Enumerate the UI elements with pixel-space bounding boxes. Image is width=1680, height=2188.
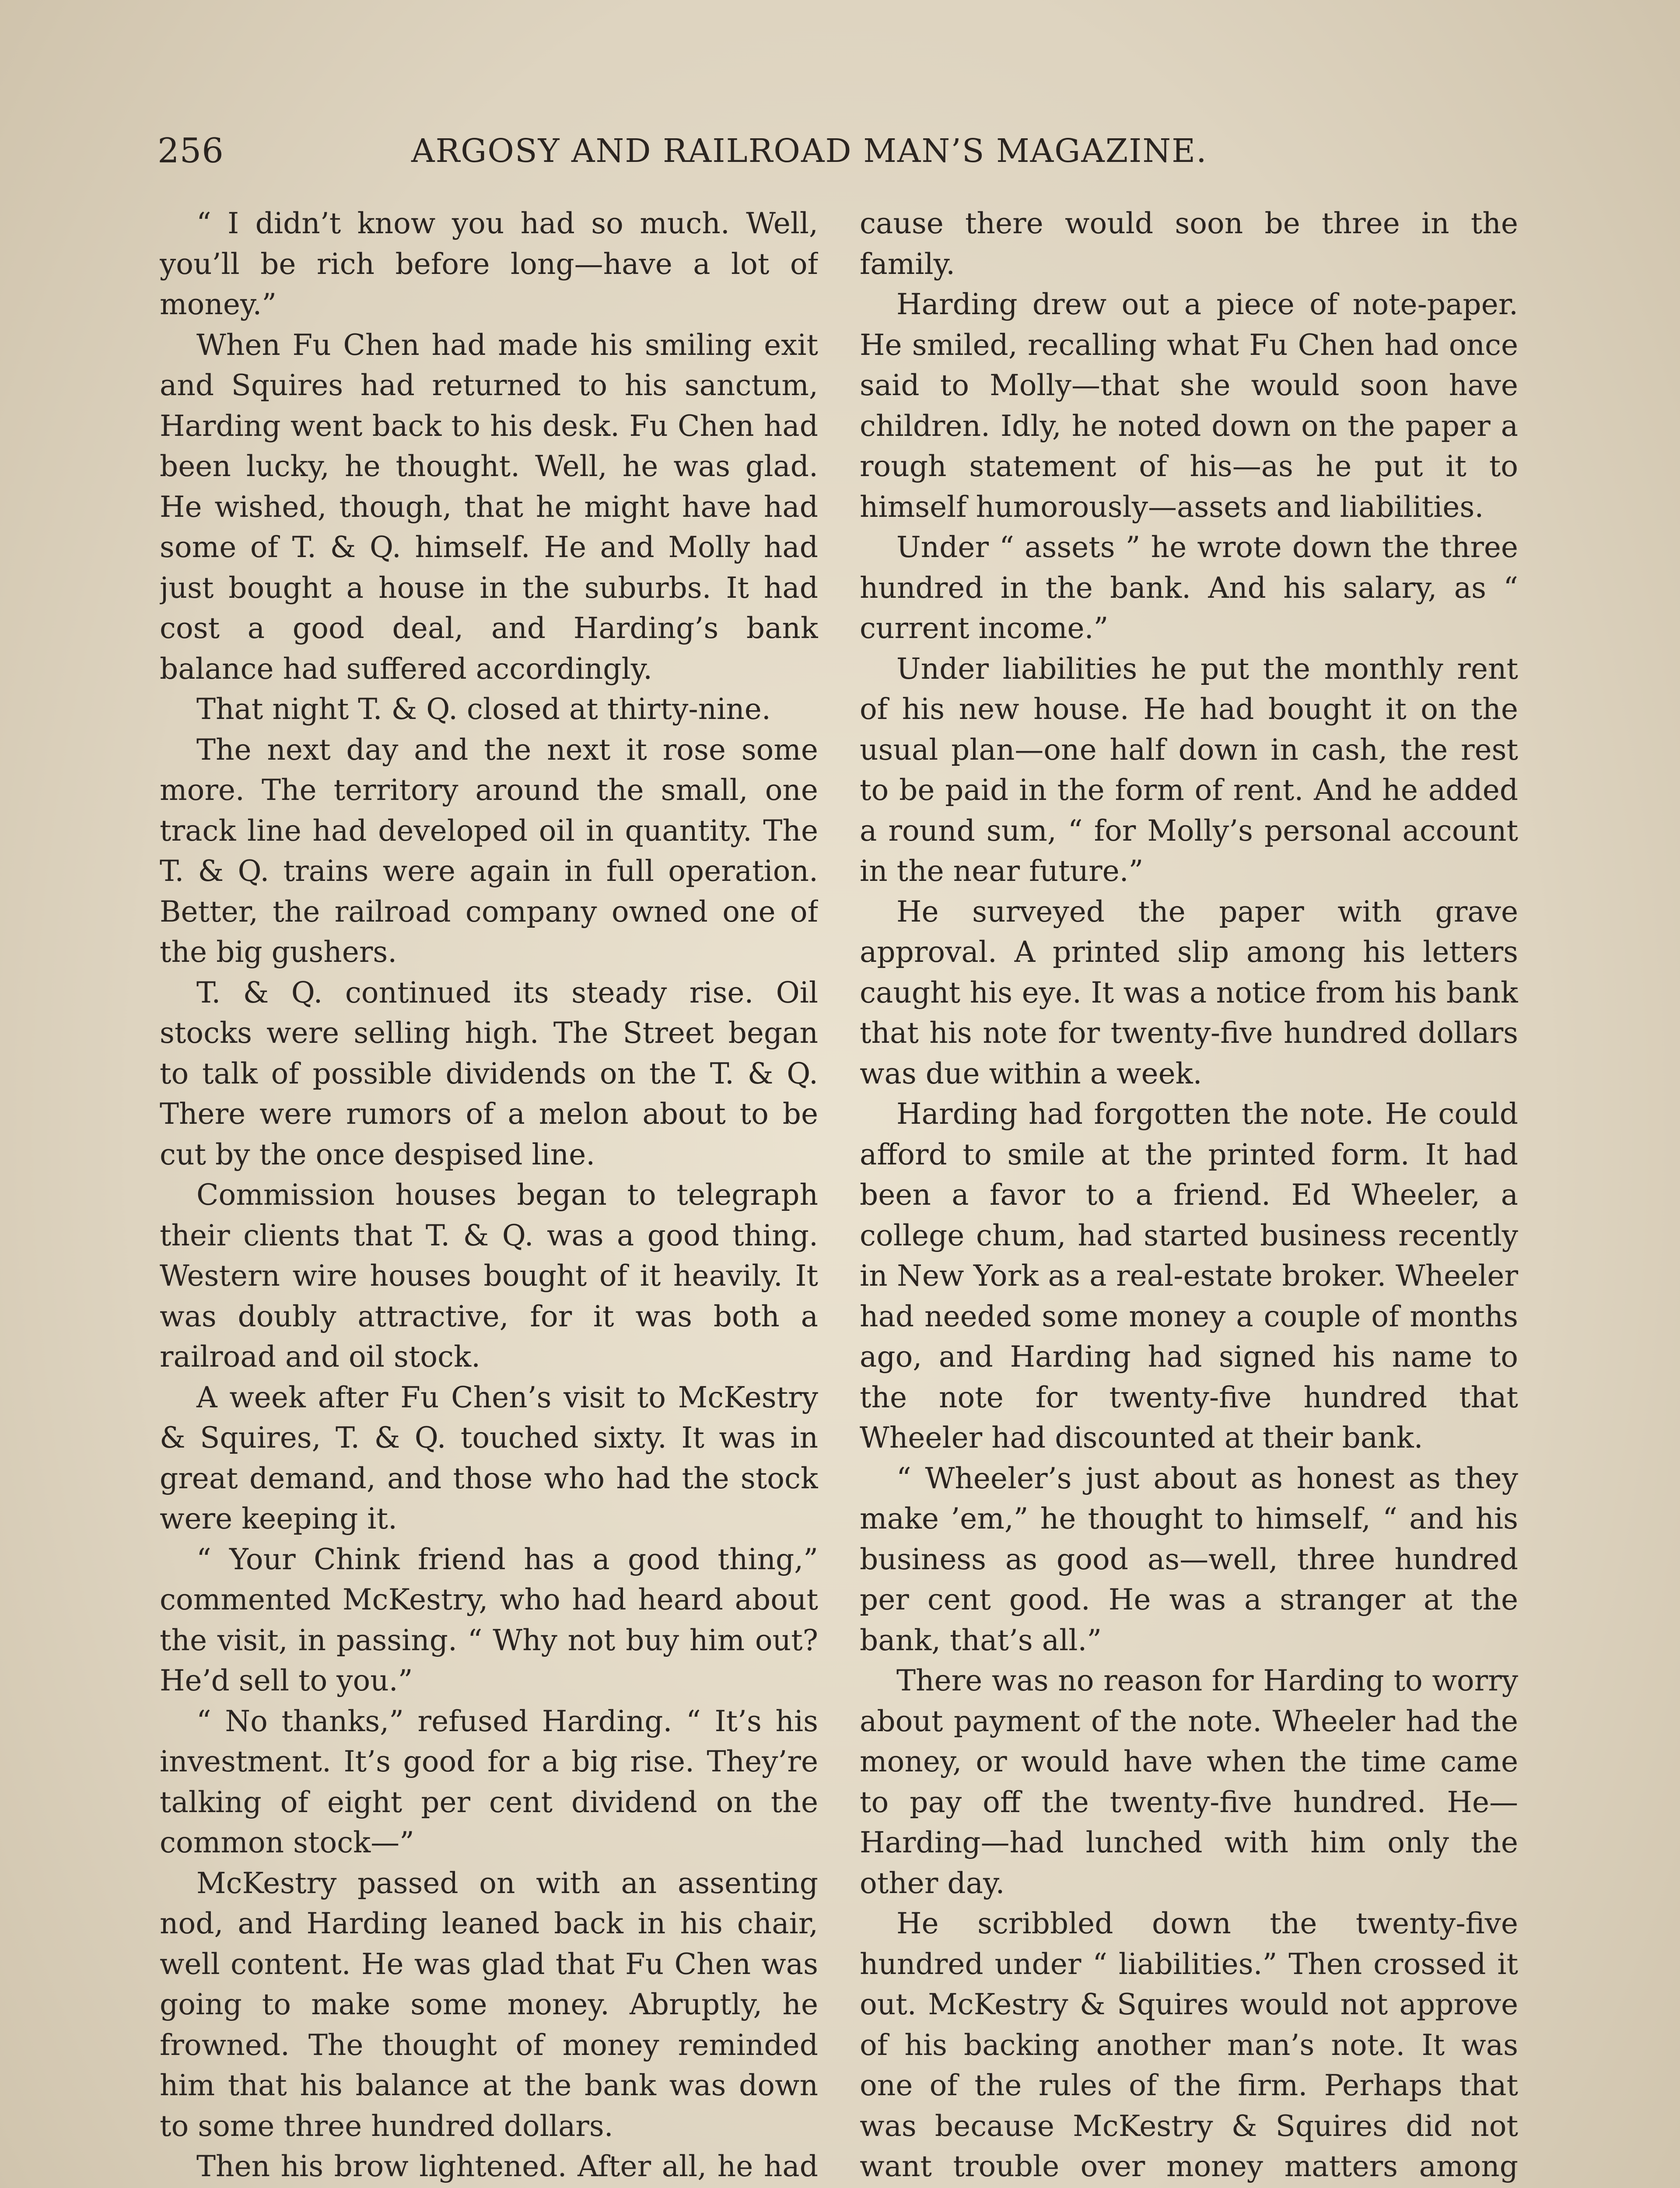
paragraph: Harding had forgotten the note. He could afford to smile at the printed form. It had been a favor to a friend. Ed Wheeler, a college chum, had started business recently in New York as a real-estate broker. Wheeler had needed some money a couple of months ago, and Harding had signed his name to the note for twenty-five hundred that Wheeler had discounted at their bank. xyxy=(860,1097,1518,1455)
paragraph: “ No thanks,” refused Harding. “ It’s his investment. It’s good for a big rise. They’re talking of eight per cent dividend on the common stock—” xyxy=(160,1704,818,1859)
paragraph: cause there would soon be three in the family. xyxy=(860,207,1518,281)
paragraph: Under liabilities he put the monthly rent of his new house. He had bought it on the usual plan—one half down in cash, the rest to be paid in the form of rent. And he added a round sum, “ for Molly’s personal account in the near future.” xyxy=(860,652,1518,888)
paragraph: “ Your Chink friend has a good thing,” commented McKestry, who had heard about the visit, in passing. “ Why not buy him out? He’d sell to you.” xyxy=(160,1542,818,1697)
paragraph: He surveyed the paper with grave approval. A printed slip among his letters caught his eye. It was a notice from his bank that his note for twenty-five hundred dollars was due within a week. xyxy=(860,894,1518,1090)
paragraph: “ I didn’t know you had so much. Well, you’ll be rich before long—have a lot of money.” xyxy=(160,207,818,321)
running-title: ARGOSY AND RAILROAD MAN’S MAGAZINE. xyxy=(411,132,1208,170)
paragraph: Under “ assets ” he wrote down the three hundred in the bank. And his salary, as “ current income.” xyxy=(860,530,1518,645)
paragraph: A week after Fu Chen’s visit to McKestry & Squires, T. & Q. touched sixty. It was in great demand, and those who had the stock were keeping it. xyxy=(160,1380,818,1536)
right-text-column xyxy=(860,203,1518,2188)
paragraph: He scribbled down the twenty-five hundred under “ liabilities.” Then crossed it out. McKestry & Squires would not approve of his backing another man’s note. It was one of the rules of the firm. Perhaps that was because McKestry & Squires did not want trouble over money matters among xyxy=(860,1907,1518,2183)
paragraph: McKestry passed on with an assenting nod, and Harding leaned back in his chair, well content. He was glad that Fu Chen was going to make some money. Abruptly, he frowned. The thought of money reminded him that his balance at the bank was down to some three hundred dollars. xyxy=(160,1866,818,2143)
paragraph: There was no reason for Harding to worry about payment of the note. Wheeler had the money, or would have when the time came to pay off the twenty-five hundred. He—Harding—had lunched with him only the other day. xyxy=(860,1664,1518,1900)
page-header xyxy=(158,127,1527,179)
paragraph: That night T. & Q. closed at thirty-nine. xyxy=(196,692,771,726)
left-text-column xyxy=(160,203,818,2188)
page-number: 256 xyxy=(158,131,224,171)
paragraph: Then his brow lightened. After all, he had xyxy=(196,2149,818,2183)
paragraph: Harding drew out a piece of note-paper. He smiled, recalling what Fu Chen had once said to Molly—that she would soon have children. Idly, he noted down on the paper a rough statement of his—as he put it to himself humorously—assets and liabilities. xyxy=(860,288,1518,524)
paragraph: T. & Q. continued its steady rise. Oil stocks were selling high. The Street began to talk of possible dividends on the T. & Q. There were rumors of a melon about to be cut by the once despised line. xyxy=(160,975,818,1171)
paragraph: Commission houses began to telegraph their clients that T. & Q. was a good thing. Western wire houses bought of it heavily. It was doubly attractive, for it was both a railroad and oil stock. xyxy=(160,1178,818,1374)
paragraph: “ Wheeler’s just about as honest as they make ’em,” he thought to himself, “ and his business as good as—well, three hundred per cent good. He was a stranger at the bank, that’s all.” xyxy=(860,1461,1518,1657)
paragraph: When Fu Chen had made his smiling exit and Squires had returned to his sanctum, Harding went back to his desk. Fu Chen had been lucky, he thought. Well, he was glad. He wished, though, that he might have had some of T. & Q. himself. He and Molly had just bought a house in the suburbs. It had cost a good deal, and Harding’s bank balance had suffered accordingly. xyxy=(160,328,818,686)
paragraph: The next day and the next it rose some more. The territory around the small, one track line had developed oil in quantity. The T. & Q. trains were again in full operation. Better, the railroad company owned one of the big gushers. xyxy=(160,733,818,969)
